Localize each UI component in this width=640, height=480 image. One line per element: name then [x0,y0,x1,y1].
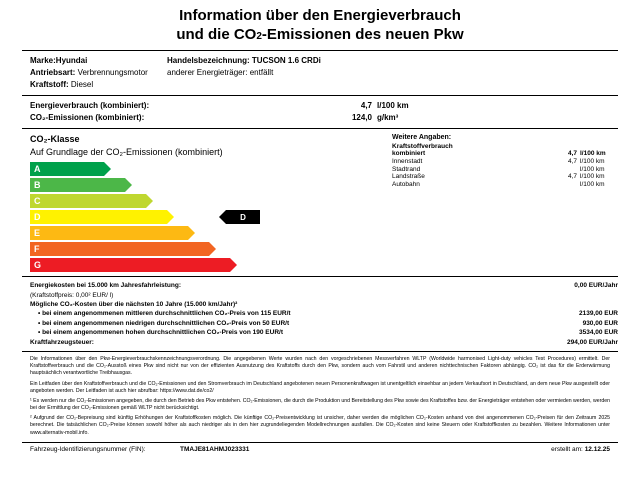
fineprint-paragraph-4: ² Aufgrund der CO₂-Bepreisung sind künftig Erhöhungen der Kraftstoffkosten möglich. Die künftige CO₂-Preisentwicklung ist unsicher, daher werden die möglichen CO₂-Kosten anhand von drei angenommenen CO₂-Preisen für den Zeitraum 2025 berechnet. Die tatsächlichen CO₂-Preise können sowohl höher als auch niedriger als in den hier zugrundeliegenden Modellrechnungen ausfallen. Die CO₂-Kosten sind keine Steuern oder Kraftstoffkosten zu bezahlen. Weitere Informationen unter www.alternativ-mobil.info. [30,415,610,436]
co2-cost-heading: Mögliche CO₂-Kosten über die nächsten 10 Jahre (15.000 km/Jahr)² [30,301,238,308]
page-title [22,6,618,44]
further-details [392,134,618,276]
co2-class-row [30,178,392,193]
co2-class-bar-label: A [34,164,41,175]
costs-block [22,276,618,351]
marke-label: Marke: [30,56,56,66]
co2-cost-bullet [30,328,618,337]
marke-value: Hyundai [55,56,88,66]
title-line-1: Information über den Energieverbrauch [179,7,461,24]
co2-cost-bullet-text: • bei einem angenommenen niedrigen durchschnittlichen CO₂-Preis von 50 EUR/t [38,319,290,327]
co2-class-bar-g [30,258,230,272]
energietraeger-row [167,67,618,79]
co2-class-bar-label: G [34,260,42,271]
fuel-consumption-name: Landstraße [392,173,425,181]
fuel-consumption-value: 4,7 [567,173,577,181]
co2-class-heading: CO₂-Klasse [30,134,80,145]
handelsbezeichnung-row [167,55,618,67]
title-co2-subscript: 2 [256,31,262,43]
energy-cost-row [30,281,618,290]
footer-bar [22,442,618,453]
co2-cost-bullet [30,319,618,328]
legal-fineprint [22,351,618,442]
fuel-consumption-table [392,150,614,188]
kraftstoff-label: Kraftstoff: [30,79,69,89]
title-line-2 [22,25,618,44]
fuel-consumption-unit: l/100 km [580,173,605,181]
co2-class-bar-label: D [34,212,41,223]
co2-class-bar-c [30,194,146,208]
co2-class-bar-label: B [34,180,41,191]
co2-class-bars [30,162,392,273]
antriebsart-label: Antriebsart: [30,67,76,77]
energieverbrauch-value: 4,7 [360,101,372,111]
vehicle-info-left [22,55,167,90]
kfz-tax-value: 294,00 EUR/Jahr [567,338,618,346]
fuel-consumption-row [392,173,614,181]
energy-cost-value: 0,00 EUR/Jahr [574,282,618,290]
co2-class-selected-marker: D [226,210,260,224]
energietraeger-value: entfällt [249,67,274,77]
co2-class-bar-d [30,210,167,224]
created-on [310,446,610,453]
co2-class-block [22,128,618,276]
co2-class-bar-f [30,242,209,256]
vehicle-info-right [167,55,618,90]
kraftstoff-row [30,79,167,91]
co2-class-row [30,194,392,209]
co2-class-row [30,226,392,241]
fuel-consumption-value: 4,7 [567,150,577,158]
co2emissionen-unit: g/km³ [377,113,399,123]
fuel-consumption-name: Autobahn [392,180,420,188]
fuel-consumption-name: Innenstadt [392,158,423,166]
co2-class-bar-e [30,226,188,240]
co2-cost-bullet-amount: 2139,00 EUR [578,310,618,318]
fuel-consumption-row [392,150,614,158]
co2-cost-bullet [30,309,618,318]
further-subheading: Kraftstoffverbrauch [392,143,453,151]
antriebsart-row [30,67,167,79]
fuel-price-value: 0,00² EUR/ l) [75,291,114,299]
title-line-2-a: und die CO [176,26,257,44]
fuel-consumption-row [392,181,614,189]
vin-value: TMAJE81AHMJ023331 [180,445,250,453]
marke-row [30,55,167,67]
fuel-consumption-value [558,165,580,173]
kraftstoff-value: Diesel [70,79,94,89]
fuel-consumption-unit: l/100 km [580,158,605,166]
co2-class-row [30,242,392,257]
fuel-consumption-name: Stadtrand [392,165,421,173]
kfz-tax-label: Kraftfahrzeugsteuer: [30,338,94,346]
co2-cost-bullet-amount: 3534,00 EUR [578,329,618,337]
co2-class-bar-a [30,162,104,176]
co2-class-bar-b [30,178,125,192]
co2-class-bar-label: E [34,228,41,239]
consumption-block [22,95,618,128]
co2-class-bar-label: F [34,244,40,255]
fineprint-paragraph-3: ¹ Es werden nur die CO₂-Emissionen angegeben, die durch den Betrieb des Pkw entstehen. CO₂-Emissionen, die durch die Produktion und Bereitstellung des Pkw sowie des Kraftstoffes bzw. der Energieträger entstehen oder vermieden werden, werden bei der Ermittlung der CO₂-Emissionen gemäß WLTP nicht berücksichtigt. [30,397,610,412]
consumption-row-co2 [22,112,618,124]
fuel-consumption-unit: l/100 km [580,150,606,158]
vehicle-info-block [22,50,618,95]
created-label: erstellt am: [551,445,583,453]
co2-cost-bullet-amount: 930,00 EUR [582,319,618,327]
co2-class-row [30,162,392,177]
handelsbezeichnung-label: Handelsbezeichnung: [167,56,250,66]
co2-cost-bullets [30,309,618,337]
fuel-consumption-value: 4,7 [567,158,577,166]
fuel-consumption-name: kombiniert [392,150,426,158]
title-line-2-b: -Emissionen des neuen Pkw [261,26,464,44]
fineprint-paragraph-1: Die Informationen über den Pkw-Energieverbrauchskennzeichnungsverordnung. Die angegebenen Werte wurden nach den vorgeschriebenen Messverfahren WLTP (Worldwide harmonised Light-duty vehicles Test Procedures) ermittelt. Der Kraftstoffverbrauch und die CO₂-Ausstoß eines Pkw sind nicht nur von der effizienten Ausnutzung des Kraftstoffs durch den Pkw, sondern auch vom Fahrstil und anderen nichttechnischen Faktoren abhängig. CO₂ ist das für die Erderwärmung hauptsächlich verantwortliche Treibhausgas. [30,356,610,377]
fuel-consumption-value [558,181,580,189]
energy-cost-label: Energiekosten bei 15.000 km Jahresfahrleistung: [30,282,182,290]
consumption-row-energy [22,100,618,112]
fuel-consumption-unit: l/100 km [580,180,605,188]
co2-class-row [30,258,392,273]
handelsbezeichnung-value: TUCSON 1.6 CRDi [251,56,321,66]
co2-class-bar-label: C [34,196,41,207]
vin-label: Fahrzeug-Identifizierungsnummer (FIN): [30,445,146,453]
co2-cost-bullet-text: • bei einem angenommenen hohen durchschnittlichen CO₂-Preis von 190 EUR/t [38,329,283,337]
co2emissionen-value: 124,0 [351,113,372,123]
co2-class-row [30,210,392,225]
created-value: 12.12.25 [584,445,610,453]
energieverbrauch-unit: l/100 km [377,101,409,111]
fuel-consumption-unit: l/100 km [580,165,605,173]
energietraeger-label: anderer Energieträger: [167,67,248,77]
co2-class-subheading: Auf Grundlage der CO₂-Emissionen (kombiniert) [30,146,223,157]
energieverbrauch-label: Energieverbrauch (kombiniert): [30,101,150,111]
fuel-price-label: (Kraftstoffpreis: [30,291,74,299]
fuel-consumption-row [392,158,614,166]
fuel-price-row [30,291,618,300]
fineprint-paragraph-2: Ein Leitfaden über den Kraftstoffverbrauch und die CO₂-Emissionen und den Stromverbrauch im Deutschland angebotenen neuen Personenkraftwagen ist unentgeltlich einsehbar an jedem Verkaufsort in Deutschland, an dem neue Pkw ausgestellt oder angeboten werden. Der Leitfaden ist auch hier abrufbar: https://www.dat.de/co2/ [30,380,610,394]
co2emissionen-label: CO₂-Emissionen (kombiniert): [30,113,145,123]
antriebsart-value: Verbrennungsmotor [77,67,148,77]
kfz-tax-row [30,338,618,347]
fuel-consumption-row [392,165,614,173]
co2-cost-bullet-text: • bei einem angenommenen mittleren durchschnittlichen CO₂-Preis von 115 EUR/t [38,310,291,318]
further-heading: Weitere Angaben: [392,134,452,142]
co2-class-left [22,134,392,276]
